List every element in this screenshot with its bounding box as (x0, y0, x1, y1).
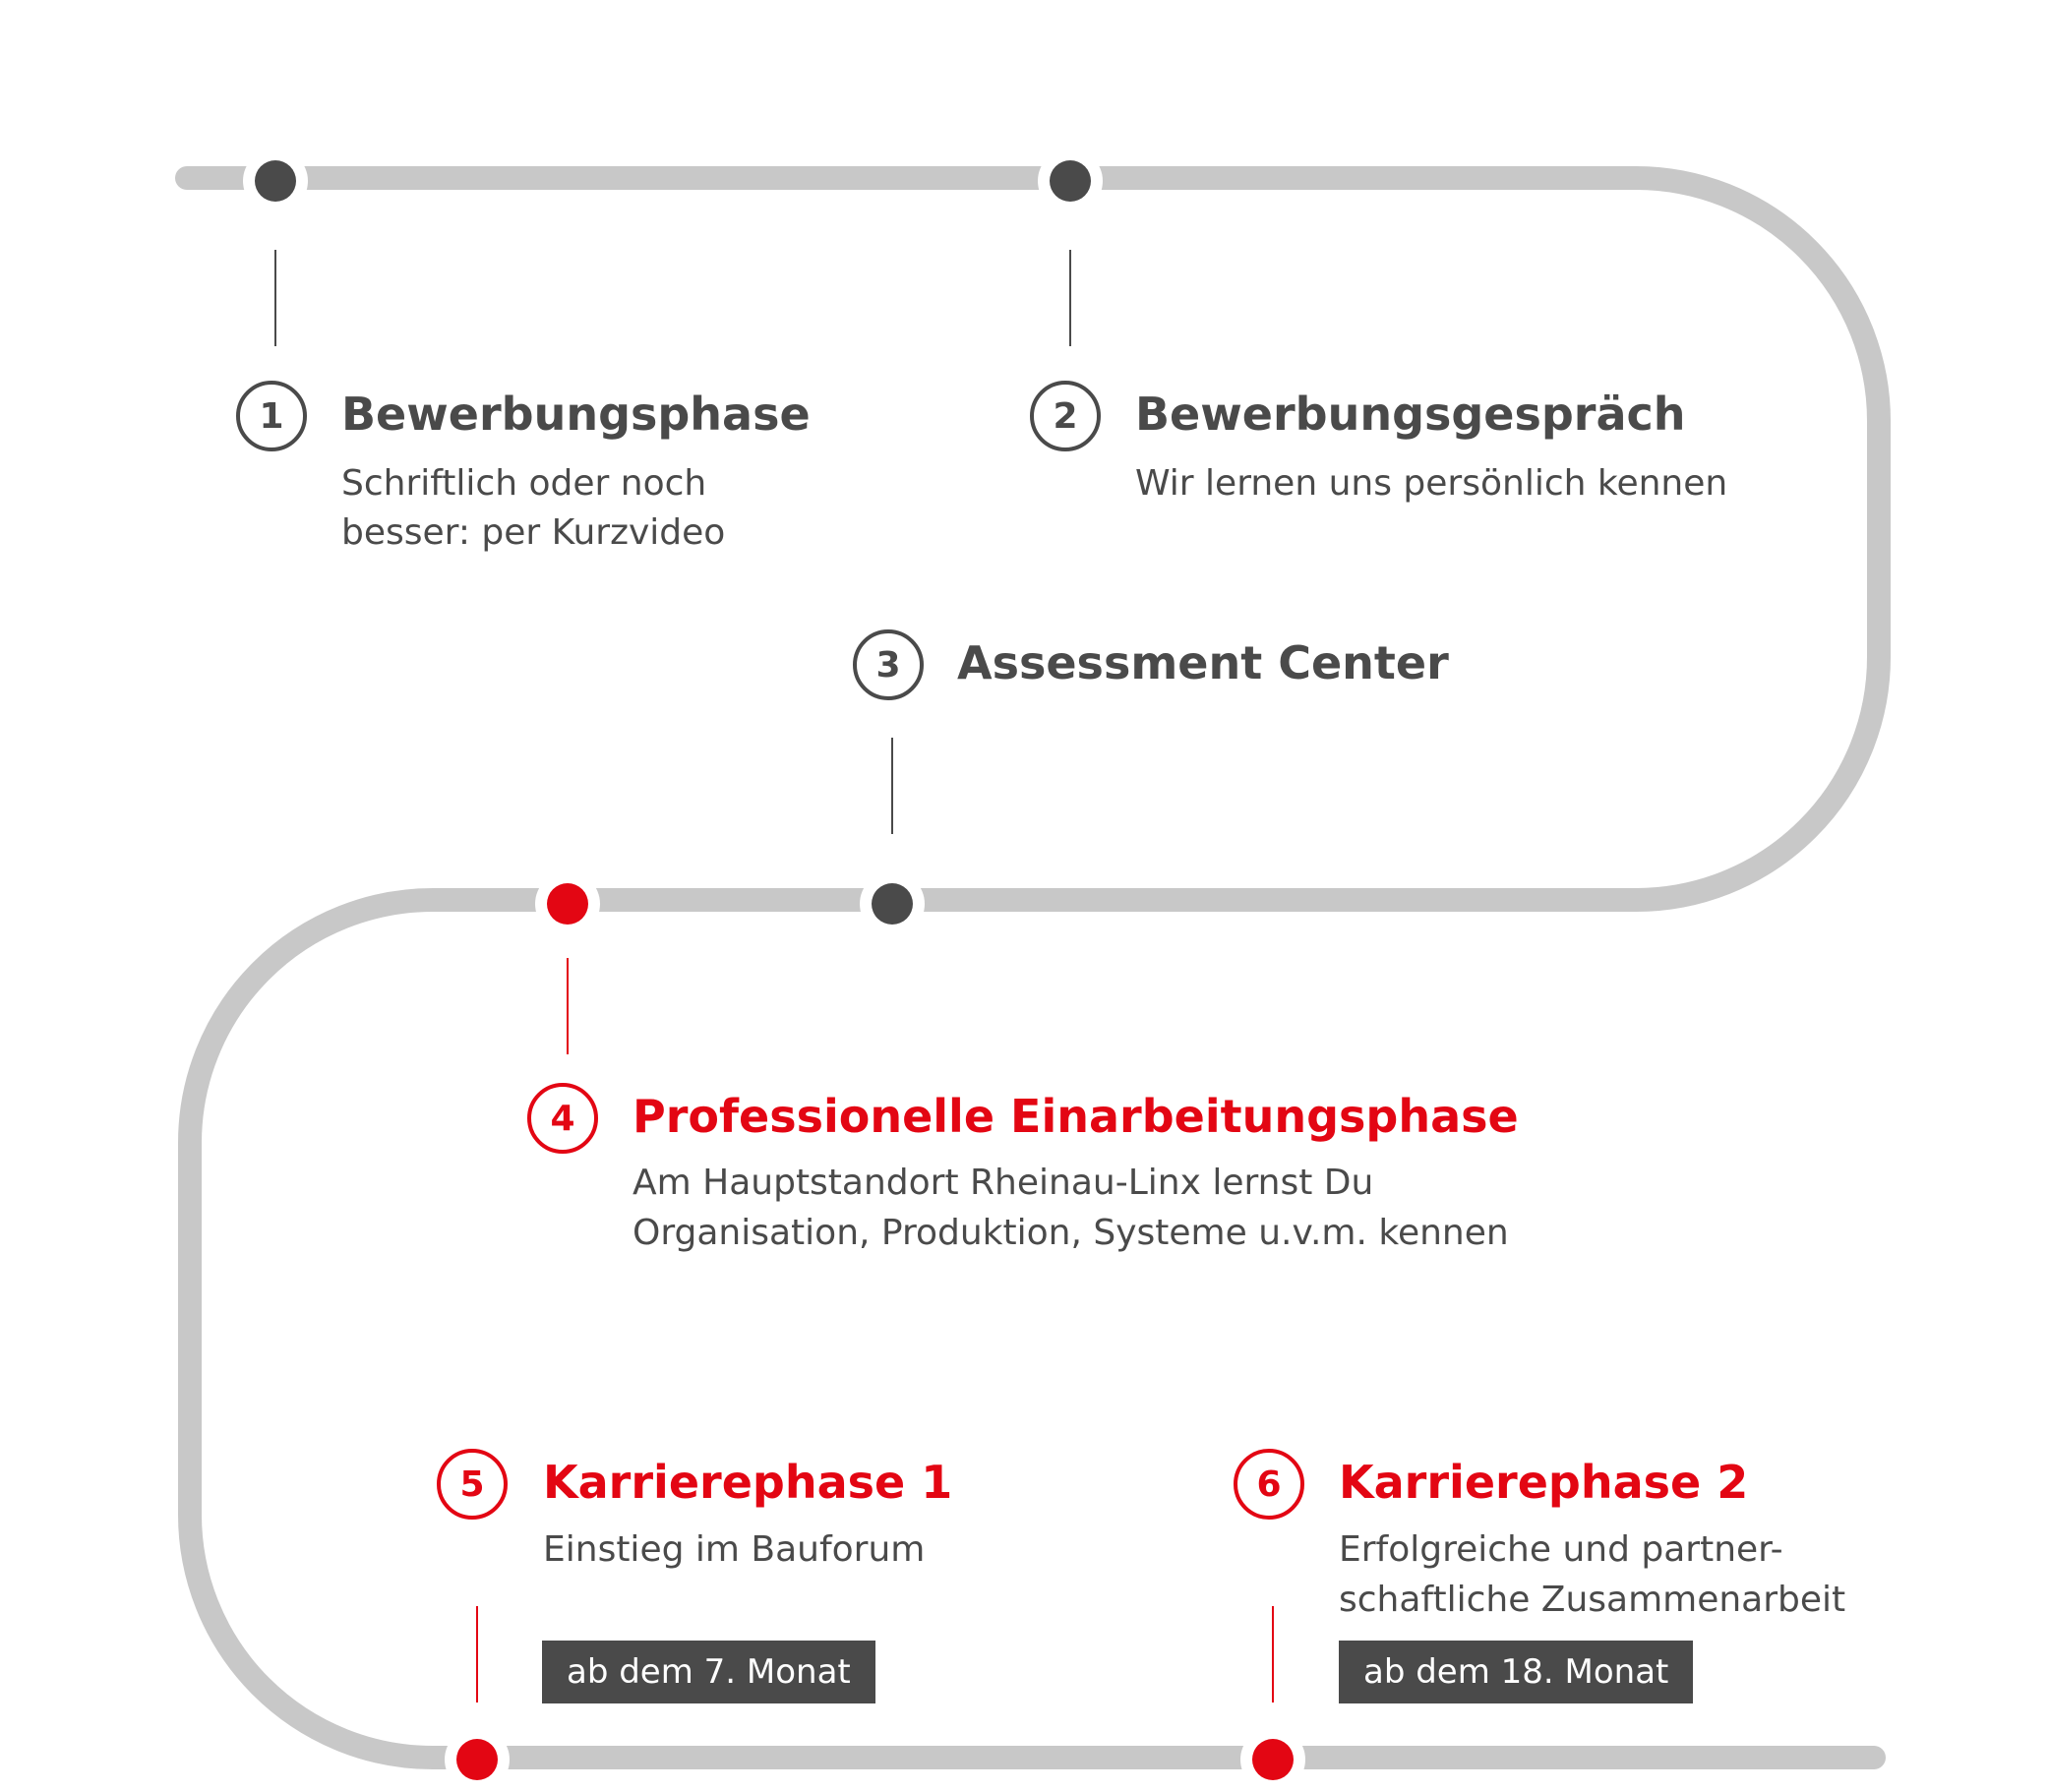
step-title-1: Bewerbungsphase (341, 388, 811, 441)
step-desc-1-line-1: Schriftlich oder noch (341, 463, 707, 504)
step-number-5: 5 (437, 1449, 508, 1520)
dot-6 (1240, 1727, 1305, 1792)
step-title-5: Karrierephase 1 (543, 1456, 953, 1509)
dot-1 (243, 149, 308, 213)
dot-5 (445, 1727, 510, 1792)
step-desc-1-line-2: besser: per Kurzvideo (341, 512, 726, 553)
step-desc-6-line-1: Erfolgreiche und partner- (1339, 1529, 1783, 1570)
step-number-3: 3 (853, 629, 924, 700)
step-title-2: Bewerbungsgespräch (1135, 388, 1686, 441)
dot-4 (535, 871, 600, 936)
step-number-1: 1 (236, 381, 307, 451)
step-desc-5-line-1: Einstieg im Bauforum (543, 1529, 926, 1570)
step-desc-4-line-1: Am Hauptstandort Rheinau-Linx lernst Du (633, 1163, 1374, 1203)
step-title-4: Professionelle Einarbeitungsphase (633, 1090, 1519, 1143)
step-desc-4-line-2: Organisation, Produktion, Systeme u.v.m. kennen (633, 1213, 1509, 1253)
dot-2 (1038, 149, 1103, 213)
step-title-6: Karrierephase 2 (1339, 1456, 1749, 1509)
step-badge-6: ab dem 18. Monat (1339, 1641, 1693, 1703)
step-desc-6-line-2: schaftliche Zusammenarbeit (1339, 1580, 1846, 1620)
step-title-3: Assessment Center (957, 636, 1449, 689)
dot-3 (860, 871, 925, 936)
step-badge-5: ab dem 7. Monat (542, 1641, 875, 1703)
step-desc-2-line-1: Wir lernen uns persönlich kennen (1135, 463, 1728, 504)
step-number-2: 2 (1030, 381, 1101, 451)
step-number-4: 4 (527, 1083, 598, 1154)
step-number-6: 6 (1234, 1449, 1304, 1520)
